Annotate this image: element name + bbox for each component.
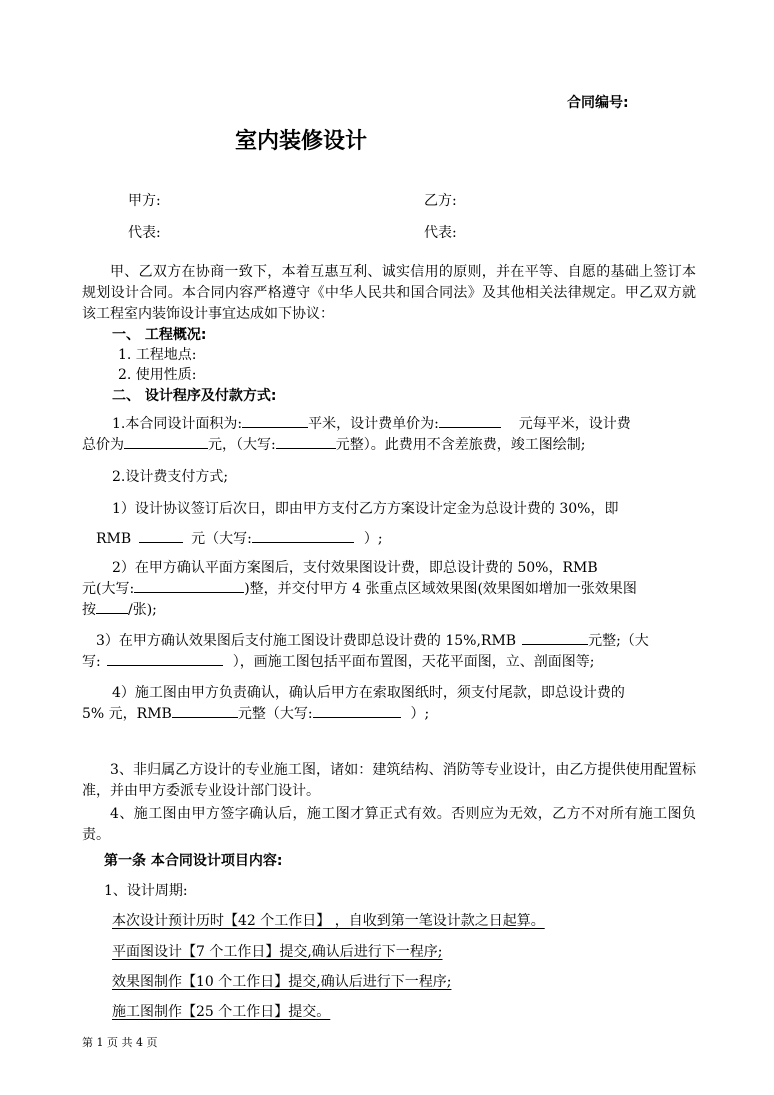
rep-a-label: 代表: bbox=[128, 225, 161, 241]
clause-3-paragraph: 3、非归属乙方设计的专业施工图，诸如：建筑结构、消防等专业设计，由乙方提供使用配置标准，并由甲方委派专业设计部门设计。 bbox=[82, 762, 696, 799]
article-1-heading: 第一条 本合同设计项目内容: bbox=[104, 853, 283, 869]
cycle-item-total: 本次设计预计历时【42 个工作日】 ，自收到第一笔设计款之日起算。 bbox=[112, 913, 545, 929]
cycle-item-rendering: 效果图制作【10 个工作日】提交,确认后进行下一程序; bbox=[112, 974, 452, 990]
final-words-blank bbox=[313, 703, 401, 718]
payment-method-label: 2.设计费支付方式; bbox=[112, 469, 229, 485]
final-payment-line: 4）施工图由甲方负责确认，确认后甲方在索取图纸时，须支付尾款，即总设计费的 bbox=[112, 685, 625, 701]
document-title: 室内装修设计 bbox=[235, 129, 368, 154]
extra-rendering-blank bbox=[96, 599, 128, 614]
intro-paragraph: 甲、乙双方在协商一致下，本着互惠互利、诚实信用的原则，并在平等、自愿的基础上签订本规划设计合同。本合同内容严格遵守《中华人民共和国合同法》及其他相关法律规定。甲乙双方就该工程室内装饰设计事宜达成如下协议： bbox=[82, 264, 696, 322]
construction-rmb-blank bbox=[522, 630, 588, 645]
design-area-line: 1.本合同设计面积为: 平米，设计费单价为: 元每平米，设计费 bbox=[112, 413, 631, 433]
section1-heading: 一、 工程概况: bbox=[112, 327, 207, 343]
final-rmb-blank bbox=[172, 703, 238, 718]
section1-item-location: 1. 工程地点: bbox=[118, 347, 197, 363]
cycle-item-construction: 施工图制作【25 个工作日】提交。 bbox=[112, 1004, 331, 1020]
final-payment-amount-line: 5% 元，RMB 元整（大写: ）; bbox=[82, 703, 429, 723]
deposit-words-blank bbox=[252, 528, 354, 543]
cycle-item-plan: 平面图设计【7 个工作日】提交,确认后进行下一程序; bbox=[112, 944, 443, 960]
deposit-line: 1）设计协议签订后次日，即由甲方支付乙方方案设计定金为总设计费的 30%，即 bbox=[112, 501, 619, 517]
page-footer: 第 1 页 共 4 页 bbox=[82, 1036, 158, 1049]
party-b-label: 乙方: bbox=[424, 193, 457, 209]
clause-4-paragraph: 4、施工图由甲方签字确认后，施工图才算正式有效。否则应为无效，乙方不对所有施工图负责。 bbox=[82, 806, 696, 843]
design-cycle-heading: 1、设计周期: bbox=[104, 883, 188, 899]
rendering-words-blank bbox=[134, 578, 244, 593]
construction-fee-line: 3）在甲方确认效果图后支付施工图设计费即总设计费的 15%,RMB 元整;（大 bbox=[96, 630, 649, 650]
extra-rendering-line: 按 /张); bbox=[82, 599, 157, 619]
construction-words-line: 写: ），画施工图包括平面布置图，天花平面图，立、剖面图等; bbox=[82, 651, 594, 671]
area-blank bbox=[242, 413, 308, 428]
total-price-words-blank bbox=[276, 434, 336, 449]
party-a-label: 甲方: bbox=[128, 193, 161, 209]
construction-words-blank bbox=[107, 651, 223, 666]
rendering-fee-line: 2）在甲方确认平面方案图后，支付效果图设计费，即总设计费的 50%，RMB bbox=[112, 560, 598, 576]
rendering-words-line: 元(大写: )整，并交付甲方 4 张重点区域效果图(效果图如增加一张效果图 bbox=[82, 578, 637, 598]
deposit-amount-line: RMB 元（大写: ）; bbox=[96, 528, 383, 548]
unit-price-blank bbox=[439, 413, 501, 428]
deposit-rmb-blank bbox=[139, 528, 183, 543]
total-price-blank bbox=[124, 434, 208, 449]
contract-number-label: 合同编号: bbox=[567, 95, 629, 111]
total-price-line: 总价为 元，（大写: 元整）。此费用不含差旅费，竣工图绘制; bbox=[82, 434, 585, 454]
rep-b-label: 代表: bbox=[424, 225, 457, 241]
section1-item-usage: 2. 使用性质: bbox=[118, 367, 197, 383]
section2-heading: 二、 设计程序及付款方式: bbox=[112, 388, 277, 404]
